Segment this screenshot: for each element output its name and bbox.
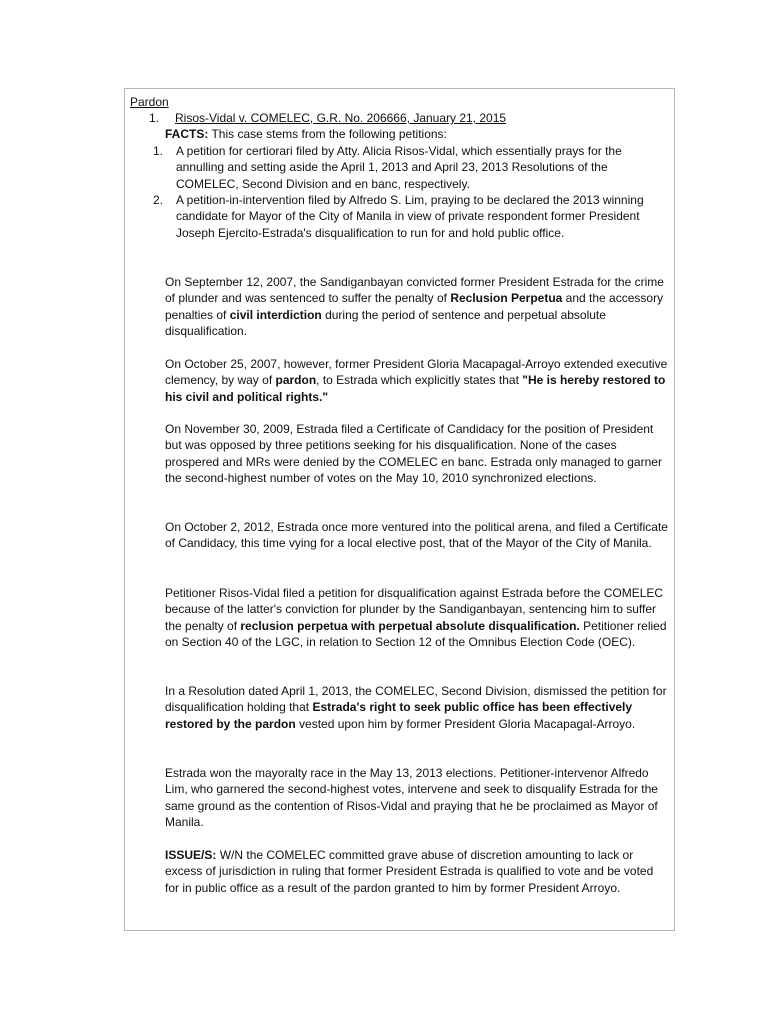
case-title: Risos-Vidal v. COMELEC, G.R. No. 206666, January 21, 2015 xyxy=(175,111,507,125)
paragraph-conviction: On September 12, 2007, the Sandiganbayan convicted former President Estrada for the crime of plunder and was sentenced to suffer the penalty of Reclusion Perpetua and the accessory penalties of civil interdiction during the period of sentence and perpetual absolute disqualification. xyxy=(165,275,664,338)
facts-label: FACTS: xyxy=(165,127,209,141)
paragraph-pardon: On October 25, 2007, however, former President Gloria Macapagal-Arroyo extended executive clemency, by way of pardon, to Estrada which explicitly states that "He is hereby restored to his civil and political rights." xyxy=(165,357,668,404)
case-heading xyxy=(149,110,506,126)
petition-number: 1. xyxy=(153,144,164,158)
paragraph-disqualification-petition: Petitioner Risos-Vidal filed a petition for disqualification against Estrada before the COMELEC because of the latter's conviction for plunder by the Sandiganbayan, sentencing him to suffer the penalty of reclusion perpetua with perpetual absolute disqualification. Petitioner relied on Section 40 of the LGC, in relation to Section 12 of the Omnibus Election Code (OEC). xyxy=(165,586,667,649)
case-number: 1. xyxy=(149,111,160,125)
paragraph-resolution: In a Resolution dated April 1, 2013, the COMELEC, Second Division, dismissed the petition for disqualification holding that Estrada's right to seek public office has been effectively restored by the pardon vested upon him by former President Gloria Macapagal-Arroyo. xyxy=(165,684,667,731)
petition-text: A petition-in-intervention filed by Alfredo S. Lim, praying to be declared the 2013 winning candidate for Mayor of the City of Manila in view of private respondent former President Joseph Ejercito-Estrada's disqualification to run for and hold public office. xyxy=(176,193,644,240)
petition-number: 2. xyxy=(153,193,164,207)
paragraph-mayoralty: Estrada won the mayoralty race in the May 13, 2013 elections. Petitioner-intervenor Alfredo Lim, who garnered the second-highest votes, intervene and seek to disqualify Estrada for the same ground as the contention of Risos-Vidal and praying that he be proclaimed as Mayor of Manila. xyxy=(165,766,658,829)
petition-text: A petition for certiorari filed by Atty. Alicia Risos-Vidal, which essentially prays for the annulling and setting aside the April 1, 2013 and April 23, 2013 Resolutions of the COMELEC, Second Division and en banc, respectively. xyxy=(176,144,622,191)
document-page xyxy=(124,88,675,931)
facts-line xyxy=(165,126,447,142)
section-title: Pardon xyxy=(130,95,169,109)
paragraph-2012-candidacy: On October 2, 2012, Estrada once more ventured into the political arena, and filed a Certificate of Candidacy, this time vying for a local elective post, that of the Mayor of the City of Manila. xyxy=(165,520,668,551)
facts-text: This case stems from the following petitions: xyxy=(208,127,447,141)
issue-label: ISSUE/S: xyxy=(165,848,217,862)
paragraph-2010-candidacy: On November 30, 2009, Estrada filed a Certificate of Candidacy for the position of President but was opposed by three petitions seeking for his disqualification. None of the cases prospered and MRs were denied by the COMELEC en banc. Estrada only managed to garner the second-highest number of votes on the May 10, 2010 synchronized elections. xyxy=(165,422,662,485)
issue-paragraph xyxy=(165,847,670,896)
issue-text: W/N the COMELEC committed grave abuse of discretion amounting to lack or excess of jurisdiction in ruling that former President Estrada is qualified to vote and be voted for in public office as a result of the pardon granted to him by former President Arroyo. xyxy=(165,848,654,895)
